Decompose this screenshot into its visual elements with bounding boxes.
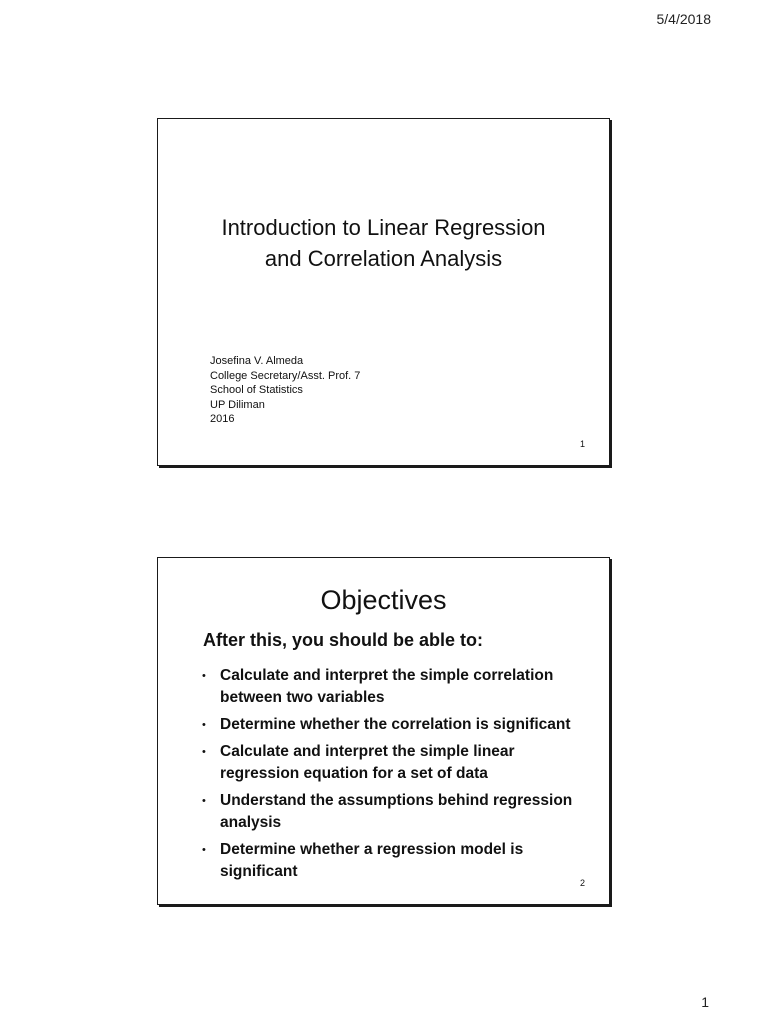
slide-1-title-line: Introduction to Linear Regression xyxy=(221,215,546,240)
slide-2-subtitle: After this, you should be able to: xyxy=(203,630,484,650)
author-school: School of Statistics xyxy=(210,384,303,396)
list-item-text: Understand the assumptions behind regression analysis xyxy=(220,792,573,831)
slide-1-number: 1 xyxy=(579,439,585,449)
bullet-icon: • xyxy=(202,719,206,731)
bullet-icon: • xyxy=(202,670,206,682)
slide-2-title: Objectives xyxy=(320,585,447,615)
author-name: Josefina V. Almeda xyxy=(210,355,304,367)
objectives-list xyxy=(202,665,595,888)
list-item-text: Calculate and interpret the simple linear regression equation for a set of data xyxy=(220,743,515,782)
slide-1-title xyxy=(158,212,609,274)
author-campus: UP Diliman xyxy=(210,398,265,411)
bullet-icon: • xyxy=(202,746,206,758)
list-item-text: Calculate and interpret the simple correlation between two variables xyxy=(220,667,554,706)
author-position: College Secretary/Asst. Prof. 7 xyxy=(210,369,361,382)
list-item xyxy=(202,741,595,785)
slide-2 xyxy=(157,557,610,905)
bullet-icon: • xyxy=(202,795,206,807)
list-item xyxy=(202,665,595,709)
list-item-text: Determine whether the correlation is significant xyxy=(220,716,571,733)
slide-1-title-line: and Correlation Analysis xyxy=(264,246,503,271)
page-date: 5/4/2018 xyxy=(656,11,711,27)
list-item xyxy=(202,790,595,834)
list-item-text: Determine whether a regression model is significant xyxy=(220,841,524,880)
page-number: 1 xyxy=(701,994,709,1010)
list-item xyxy=(202,714,595,736)
slide-2-number: 2 xyxy=(579,878,585,888)
list-item xyxy=(202,839,595,883)
author-year: 2016 xyxy=(210,413,235,425)
bullet-icon: • xyxy=(202,844,206,856)
slide-1 xyxy=(157,118,610,466)
author-block xyxy=(210,354,360,427)
